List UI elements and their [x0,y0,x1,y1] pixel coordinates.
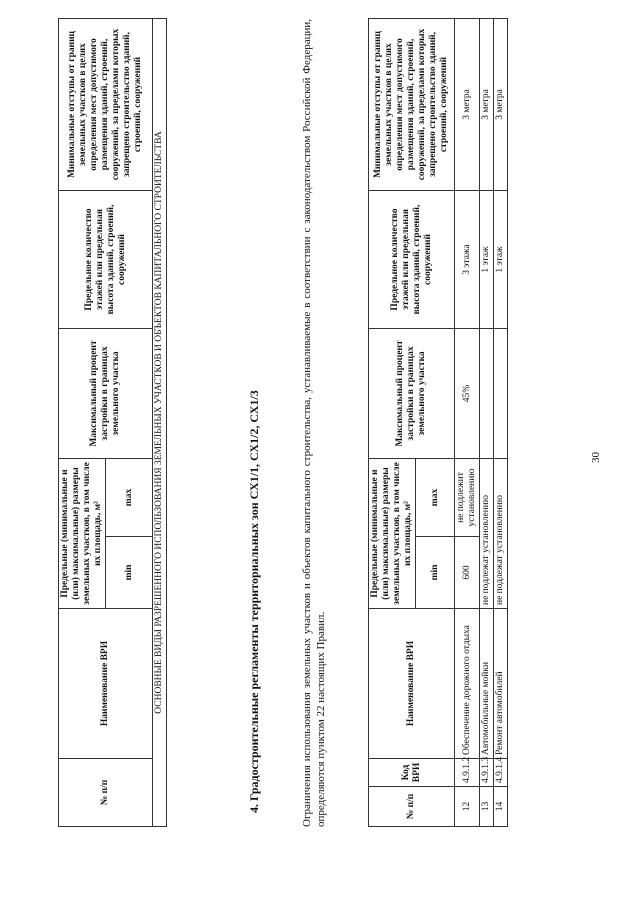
col-setback: Минимальные отступы от границ земельных участков в целях определения мест допустимого размещения зданий, строений, сооружений, за пределами которых запрещено строительство зданий, строений, сооружений [59,19,153,191]
page-number: 30 [590,452,602,463]
cell-name: Ремонт автомобилей [494,609,508,759]
col-code: Код ВРИ [369,759,455,787]
cell-floors: 1 этаж [480,191,494,329]
col-name: Наименование ВРИ [59,609,153,759]
col-max: max [416,459,455,537]
section-title: ОСНОВНЫЕ ВИДЫ РАЗРЕШЕННОГО ИСПОЛЬЗОВАНИЯ ЗЕМЕЛЬНЫХ УЧАСТКОВ И ОБЪЕКТОВ КАПИТАЛЬНОГО СТРОИТЕЛЬСТВА [153,19,167,827]
table-row [494,19,508,827]
cell-floors: 1 этаж [494,191,508,329]
col-percent: Максимальный процент застройки в границах земельного участка [369,329,455,459]
section-heading: 4. Градостроительные регламенты территориальных зон СХ1/1, СХ1/2, СХ1/3 [247,390,261,813]
cell-setback: 3 метра [494,19,508,191]
cell-percent [494,329,508,459]
cell-percent [480,329,494,459]
cell-code: 4.9.1.2 [455,759,480,787]
table-section-row [153,19,167,827]
cell-floors: 3 этажа [455,191,480,329]
table-header-row [369,19,416,827]
cell-min: 600 [455,537,480,609]
cell-num: 14 [494,787,508,827]
col-min: min [416,537,455,609]
restrictions-paragraph: Ограничения использования земельных участков и объектов капитального строительства, устанавливаемые в соответствии с законодательством Российской Федерации, определяются пунктом 22 настоящих Правил. [301,19,327,827]
table-header-row [59,19,106,827]
cell-num: 13 [480,787,494,827]
cell-code: 4.9.1.3 [480,759,494,787]
cell-num: 12 [455,787,480,827]
cell-max: не подлежит установлению [455,459,480,537]
col-area: Предельные (минимальные и (или) максимальные) размеры земельных участков, в том числе их площадь, м² [369,459,416,609]
table-continued [368,18,508,827]
col-num: № п/п [369,787,455,827]
col-floors: Предельное количество этажей или предельная высота зданий, строений, сооружений [59,191,153,329]
cell-name: Автомобильные мойки [480,609,494,759]
col-setback: Минимальные отступы от границ земельных участков в целях определения мест допустимого размещения зданий, строений, сооружений, за пределами которых запрещено строительство зданий, строений, сооружений [369,19,455,191]
table-row [455,19,480,827]
table-row [480,19,494,827]
table-new [58,18,167,827]
cell-area-merged: не подлежат установлению [494,459,508,609]
cell-percent: 45% [455,329,480,459]
cell-setback: 3 метра [480,19,494,191]
col-percent: Максимальный процент застройки в границах земельного участка [59,329,153,459]
col-area: Предельные (минимальные и (или) максимальные) размеры земельных участков, в том числе их площадь, м² [59,459,106,609]
cell-area-merged: не подлежат установлению [480,459,494,609]
col-min: min [106,537,153,609]
col-max: max [106,459,153,537]
cell-setback: 3 метра [455,19,480,191]
cell-name: Обеспечение дорожного отдыха [455,609,480,759]
col-name: Наименование ВРИ [369,609,455,759]
col-floors: Предельное количество этажей или предельная высота зданий, строений, сооружений [369,191,455,329]
col-num: № п/п [59,759,153,827]
cell-code: 4.9.1.4 [494,759,508,787]
